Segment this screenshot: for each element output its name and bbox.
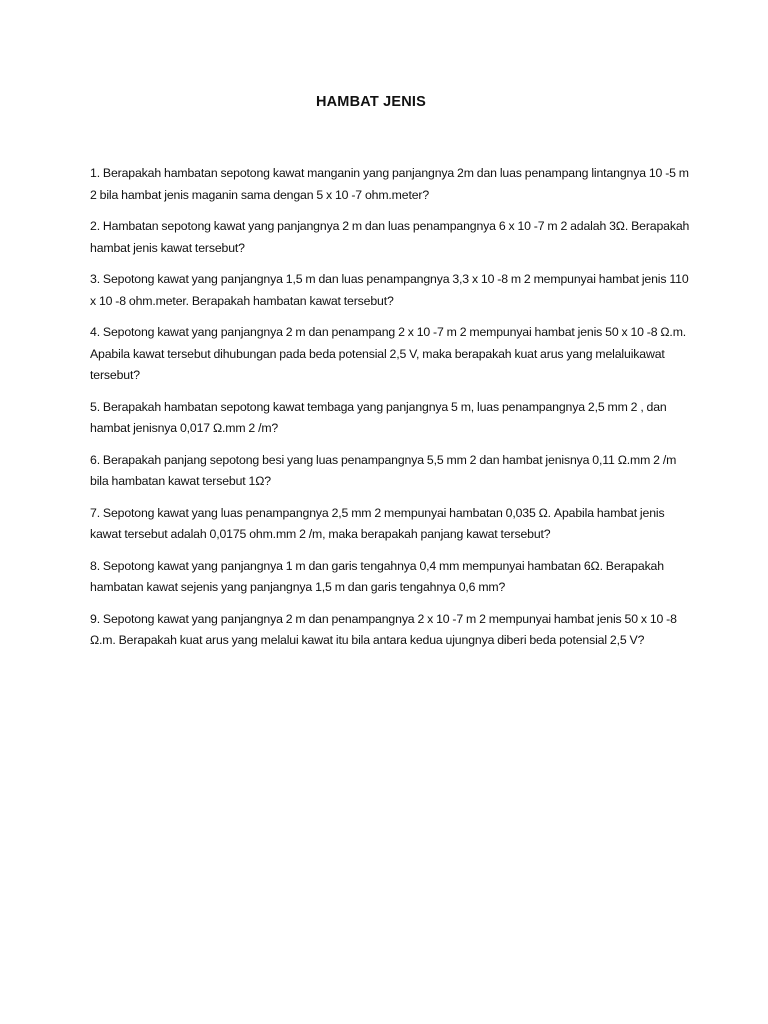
question-item: 8. Sepotong kawat yang panjangnya 1 m dan garis tengahnya 0,4 mm mempunyai hambatan 6Ω. Berapakah hambatan kawat sejenis yang panjangnya 1,5 m dan garis tengahnya 0,6 mm? [90, 558, 664, 594]
question-item: 7. Sepotong kawat yang luas penampangnya 2,5 mm 2 mempunyai hambatan 0,035 Ω. Apabila hambat jenis kawat tersebut adalah 0,0175 ohm.mm 2 /m, maka berapakah panjang kawat tersebut? [90, 505, 665, 541]
question-item: 5. Berapakah hambatan sepotong kawat tembaga yang panjangnya 5 m, luas penampangnya 2,5 mm 2 , dan hambat jenisnya 0,017 Ω.mm 2 /m? [90, 399, 667, 435]
question-list [90, 163, 690, 662]
question-item: 1. Berapakah hambatan sepotong kawat manganin yang panjangnya 2m dan luas penampang lintangnya 10 -5 m 2 bila hambat jenis maganin sama dengan 5 x 10 -7 ohm.meter? [90, 166, 689, 202]
page-title: HAMBAT JENIS [315, 94, 427, 110]
question-item: 3. Sepotong kawat yang panjangnya 1,5 m dan luas penampangnya 3,3 x 10 -8 m 2 mempunyai hambat jenis 110 x 10 -8 ohm.meter. Berapakah hambatan kawat tersebut? [90, 272, 689, 308]
question-item: 4. Sepotong kawat yang panjangnya 2 m dan penampang 2 x 10 -7 m 2 mempunyai hambat jenis 50 x 10 -8 Ω.m. Apabila kawat tersebut dihubungan pada beda potensial 2,5 V, maka berapakah kuat arus yang melaluikawat tersebut? [90, 325, 687, 382]
question-item: 6. Berapakah panjang sepotong besi yang luas penampangnya 5,5 mm 2 dan hambat jenisnya 0,11 Ω.mm 2 /m bila hambatan kawat tersebut 1Ω? [90, 452, 677, 488]
question-item: 2. Hambatan sepotong kawat yang panjangnya 2 m dan luas penampangnya 6 x 10 -7 m 2 adalah 3Ω. Berapakah hambat jenis kawat tersebut? [90, 219, 690, 255]
question-item: 9. Sepotong kawat yang panjangnya 2 m dan penampangnya 2 x 10 -7 m 2 mempunyai hambat jenis 50 x 10 -8 Ω.m. Berapakah kuat arus yang melalui kawat itu bila antara kedua ujungnya diberi beda potensial 2,5 V? [90, 611, 677, 647]
